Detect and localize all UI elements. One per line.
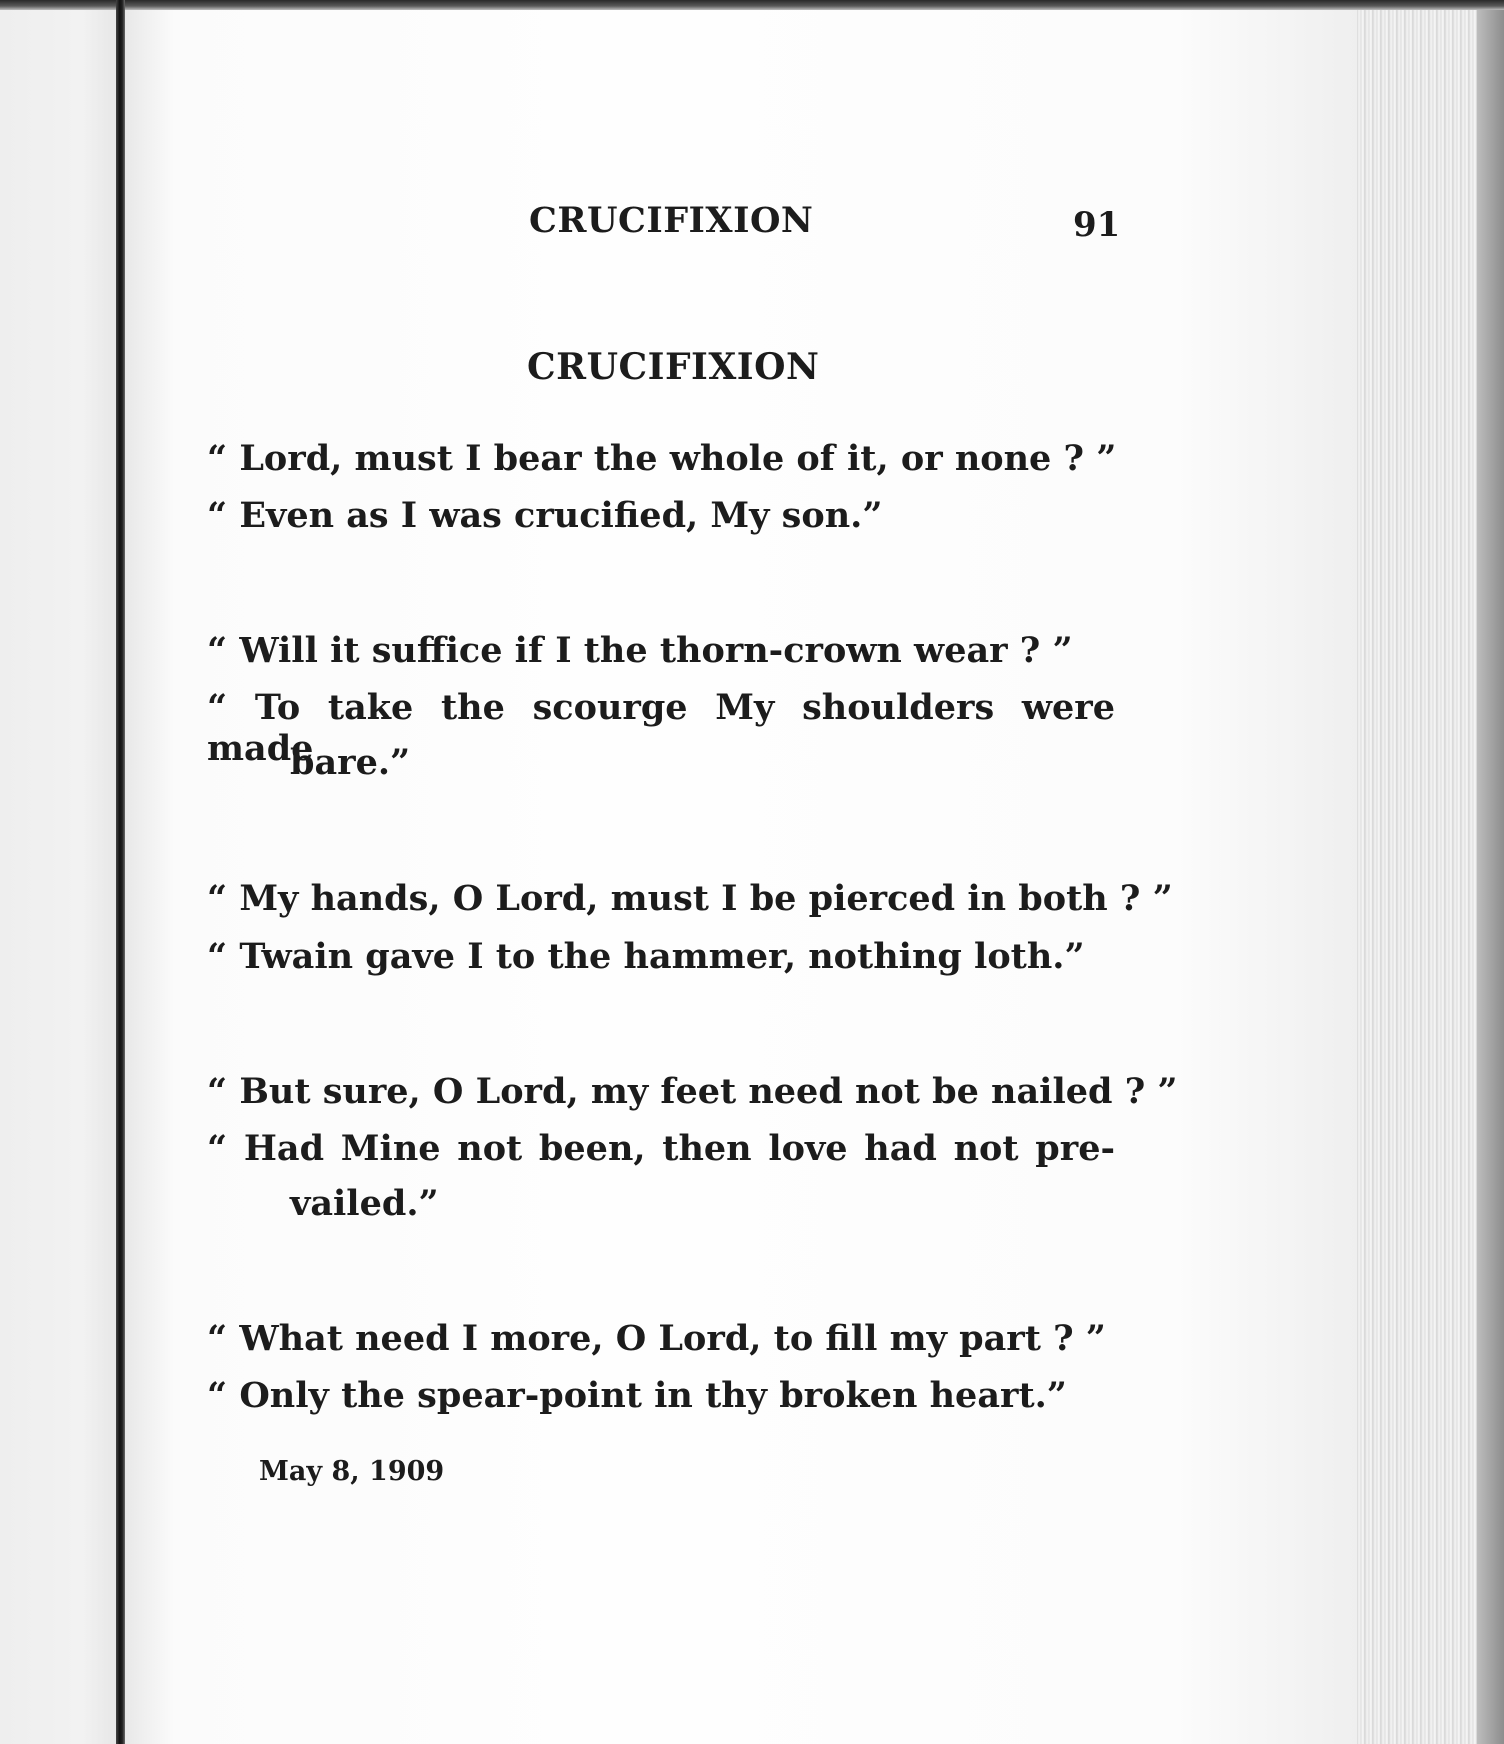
running-header: CRUCIFIXION [529,200,814,241]
poem-line: “ My hands, O Lord, must I be pierced in both ? ” [207,878,1173,919]
poem-line: “ Twain gave I to the hammer, nothing loth.” [207,936,1085,977]
poem-date: May 8, 1909 [259,1456,445,1487]
scan-top-edge [0,0,1504,10]
poem-line: “ Even as I was crucified, My son.” [207,495,883,536]
page-edges [1357,10,1504,1744]
poem-line: “ But sure, O Lord, my feet need not be nailed ? ” [207,1071,1178,1112]
poem-line: “ Lord, must I bear the whole of it, or none ? ” [207,438,1117,479]
poem-line: “ Only the spear-point in thy broken heart.” [207,1375,1067,1416]
poem-line: “ What need I more, O Lord, to fill my part ? ” [207,1318,1106,1359]
book-gutter [116,0,125,1744]
poem-line-continuation: bare.” [290,742,411,783]
poem-title: CRUCIFIXION [527,346,820,388]
poem-line: “ Will it suffice if I the thorn-crown wear ? ” [207,630,1073,671]
facing-page-edge [0,10,118,1744]
poem-line: “ Had Mine not been, then love had not pre- [207,1128,1115,1169]
poem-line: “ To take the scourge My shoulders were made [207,687,1115,769]
poem-line-continuation: vailed.” [290,1183,439,1224]
page-number: 91 [1073,205,1121,245]
